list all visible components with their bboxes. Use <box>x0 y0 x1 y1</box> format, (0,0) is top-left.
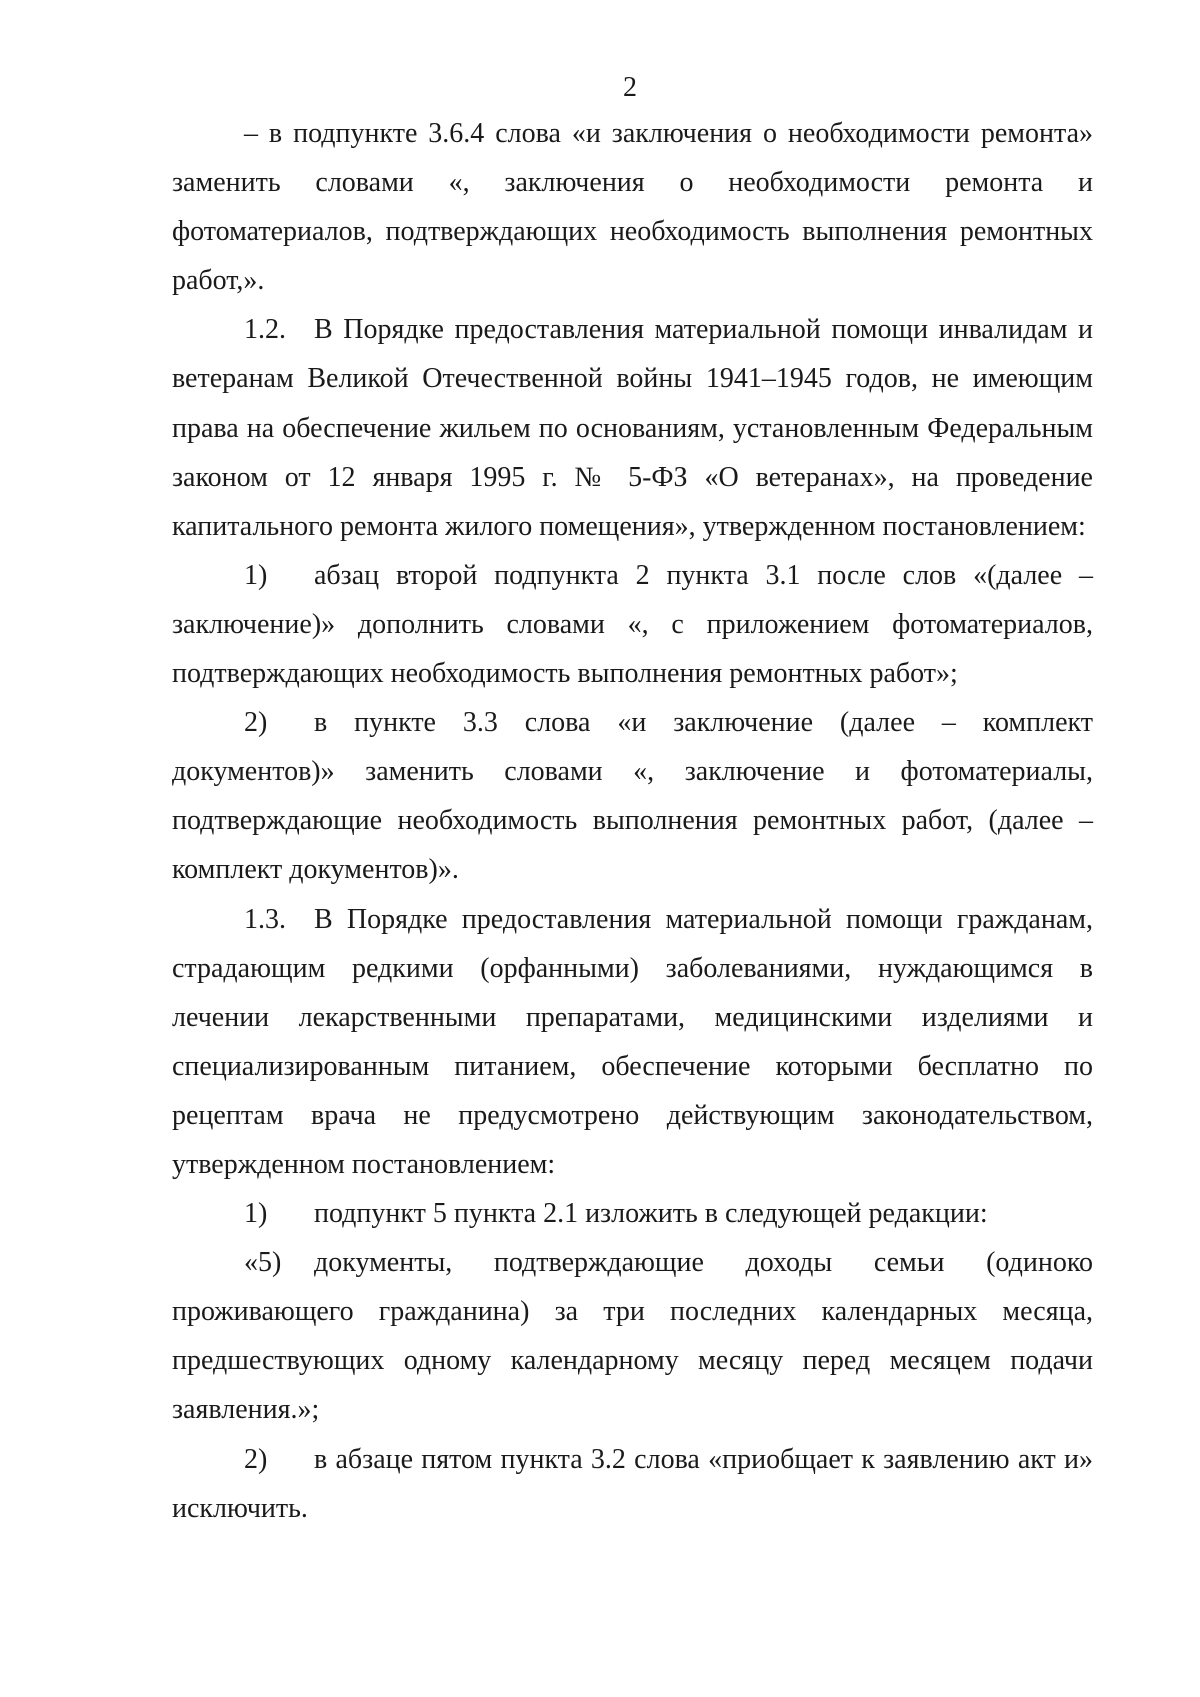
item-number: 2) <box>244 1443 268 1475</box>
paragraph-subitem-1 <box>172 1189 1093 1238</box>
item-number: 1) <box>244 559 268 591</box>
item-number: 1.3. <box>244 903 286 935</box>
paragraph-item-1-3 <box>172 895 1093 1190</box>
paragraph-item-1-2 <box>172 305 1093 550</box>
paragraph-subitem-2 <box>172 698 1093 894</box>
paragraph-quoted-subitem-5 <box>172 1238 1093 1434</box>
paragraph-text: документы, подтверждающие доходы семьи (одиноко проживающего гражданина) за три последних календарных месяца, предшествующих одному календарному месяцу перед месяцем подачи заявления.»; <box>172 1247 1093 1426</box>
paragraph-text: В Порядке предоставления материальной помощи инвалидам и ветеранам Великой Отечественной войны 1941–1945 годов, не имеющим права на обеспечение жильем по основаниям, установленным Федеральным законом от 12 января 1995 г. № 5-ФЗ «О ветеранах», на проведение капитального ремонта жилого помещения», утвержденном постановлением: <box>172 314 1093 542</box>
item-number: 1) <box>244 1198 268 1230</box>
paragraph-text: в пункте 3.3 слова «и заключение (далее – комплект документов)» заменить словами «, заключение и фотоматериалы, подтверждающие необходимость выполнения ремонтных работ, (далее – комплект документов)». <box>172 707 1093 886</box>
paragraph-text: подпункт 5 пункта 2.1 изложить в следующей редакции: <box>314 1198 988 1230</box>
paragraph-subitem-3-6-4 <box>172 109 1093 305</box>
paragraph-subitem-2 <box>172 1435 1093 1533</box>
paragraph-text: абзац второй подпункта 2 пункта 3.1 после слов «(далее – заключение)» дополнить словами «, с приложением фотоматериалов, подтверждающих необходимость выполнения ремонтных работ»; <box>172 559 1093 690</box>
page-number: 2 <box>623 72 637 103</box>
paragraph-text: в абзаце пятом пункта 3.2 слова «приобщает к заявлению акт и» исключить. <box>172 1443 1093 1524</box>
paragraph-subitem-1 <box>172 551 1093 698</box>
document-body <box>172 109 1093 1533</box>
paragraph-text: В Порядке предоставления материальной помощи гражданам, страдающим редкими (орфанными) заболеваниями, нуждающимся в лечении лекарственными препаратами, медицинскими изделиями и специализированным питанием, обеспечение которыми бесплатно по рецептам врача не предусмотрено действующим законодательством, утвержденном постановлением: <box>172 903 1093 1180</box>
item-number: 1.2. <box>244 314 286 346</box>
item-number: «5) <box>244 1247 282 1279</box>
paragraph-text: – в подпункте 3.6.4 слова «и заключения о необходимости ремонта» заменить словами «, заключения о необходимости ремонта и фотоматериалов, подтверждающих необходимость выполнения ремонтных работ,». <box>172 118 1093 297</box>
item-number: 2) <box>244 707 268 739</box>
